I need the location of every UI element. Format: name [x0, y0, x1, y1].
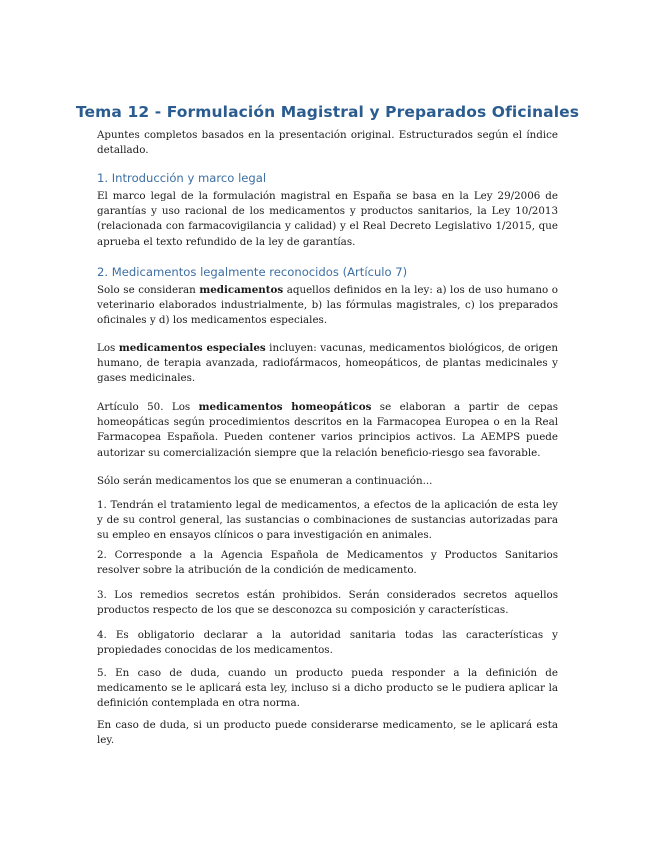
- list-item: 3. Los remedios secretos están prohibidos. Serán considerados secretos aquellos productos respecto de los que se desconozca su composición y características.: [97, 589, 558, 617]
- bold-term: medicamentos especiales: [118, 342, 266, 354]
- homeopaticos-paragraph: Artículo 50. Los medicamentos homeopáticos se elaboran a partir de cepas homeopáticas según procedimientos descritos en la Farmacopea Europea o en la Real Farmacopea Española. Pueden contener varios principios activos. La AEMPS puede autorizar su comercialización siempre que la relación beneficio-riesgo sea favorable.: [97, 401, 558, 459]
- list-item: 4. Es obligatorio declarar a la autoridad sanitaria todas las características y propiedades conocidas de los medicamentos.: [97, 629, 558, 657]
- list-item: 1. Tendrán el tratamiento legal de medicamentos, a efectos de la aplicación de esta ley y de su control general, las sustancias o combinaciones de sustancias autorizadas para su empleo en ensayos clínicos o para investigación en animales.: [97, 499, 558, 542]
- bold-term: medicamentos: [199, 284, 284, 296]
- closing-paragraph: En caso de duda, si un producto puede considerarse medicamento, se le aplicará esta ley.: [97, 719, 558, 747]
- section-heading-2: 2. Medicamentos legalmente reconocidos (Artículo 7): [97, 265, 408, 279]
- medicamentos-definition-paragraph: Solo se consideran medicamentos aquellos definidos en la ley: a) los de uso humano o veterinario elaborados industrialmente, b) las fórmulas magistrales, c) los preparados oficinales y d) los medicamentos especiales.: [97, 284, 558, 327]
- enumeration-intro: Sólo serán medicamentos los que se enumeran a continuación...: [97, 475, 433, 487]
- page-title: Tema 12 - Formulación Magistral y Preparados Oficinales: [75, 103, 580, 121]
- bold-term: medicamentos homeopáticos: [198, 401, 372, 413]
- section-heading-1: 1. Introducción y marco legal: [97, 171, 267, 185]
- section-1-paragraph: El marco legal de la formulación magistral en España se basa en la Ley 29/2006 de garantías y uso racional de los medicamentos y productos sanitarios, la Ley 10/2013 (relacionada con farmacovigilancia y calidad) y el Real Decreto Legislativo 1/2015, que aprueba el texto refundido de la ley de garantías.: [97, 190, 558, 248]
- list-item: 2. Corresponde a la Agencia Española de Medicamentos y Productos Sanitarios resolver sobre la atribución de la condición de medicamento.: [97, 549, 558, 577]
- medicamentos-especiales-paragraph: Los medicamentos especiales incluyen: vacunas, medicamentos biológicos, de origen humano, de terapia avanzada, radiofármacos, homeopáticos, de plantas medicinales y gases medicinales.: [97, 342, 558, 385]
- intro-paragraph: Apuntes completos basados en la presentación original. Estructurados según el índice detallado.: [97, 129, 558, 157]
- list-item: 5. En caso de duda, cuando un producto pueda responder a la definición de medicamento se le aplicará esta ley, incluso si a dicho producto se le pudiera aplicar la definición contemplada en otra norma.: [97, 667, 558, 710]
